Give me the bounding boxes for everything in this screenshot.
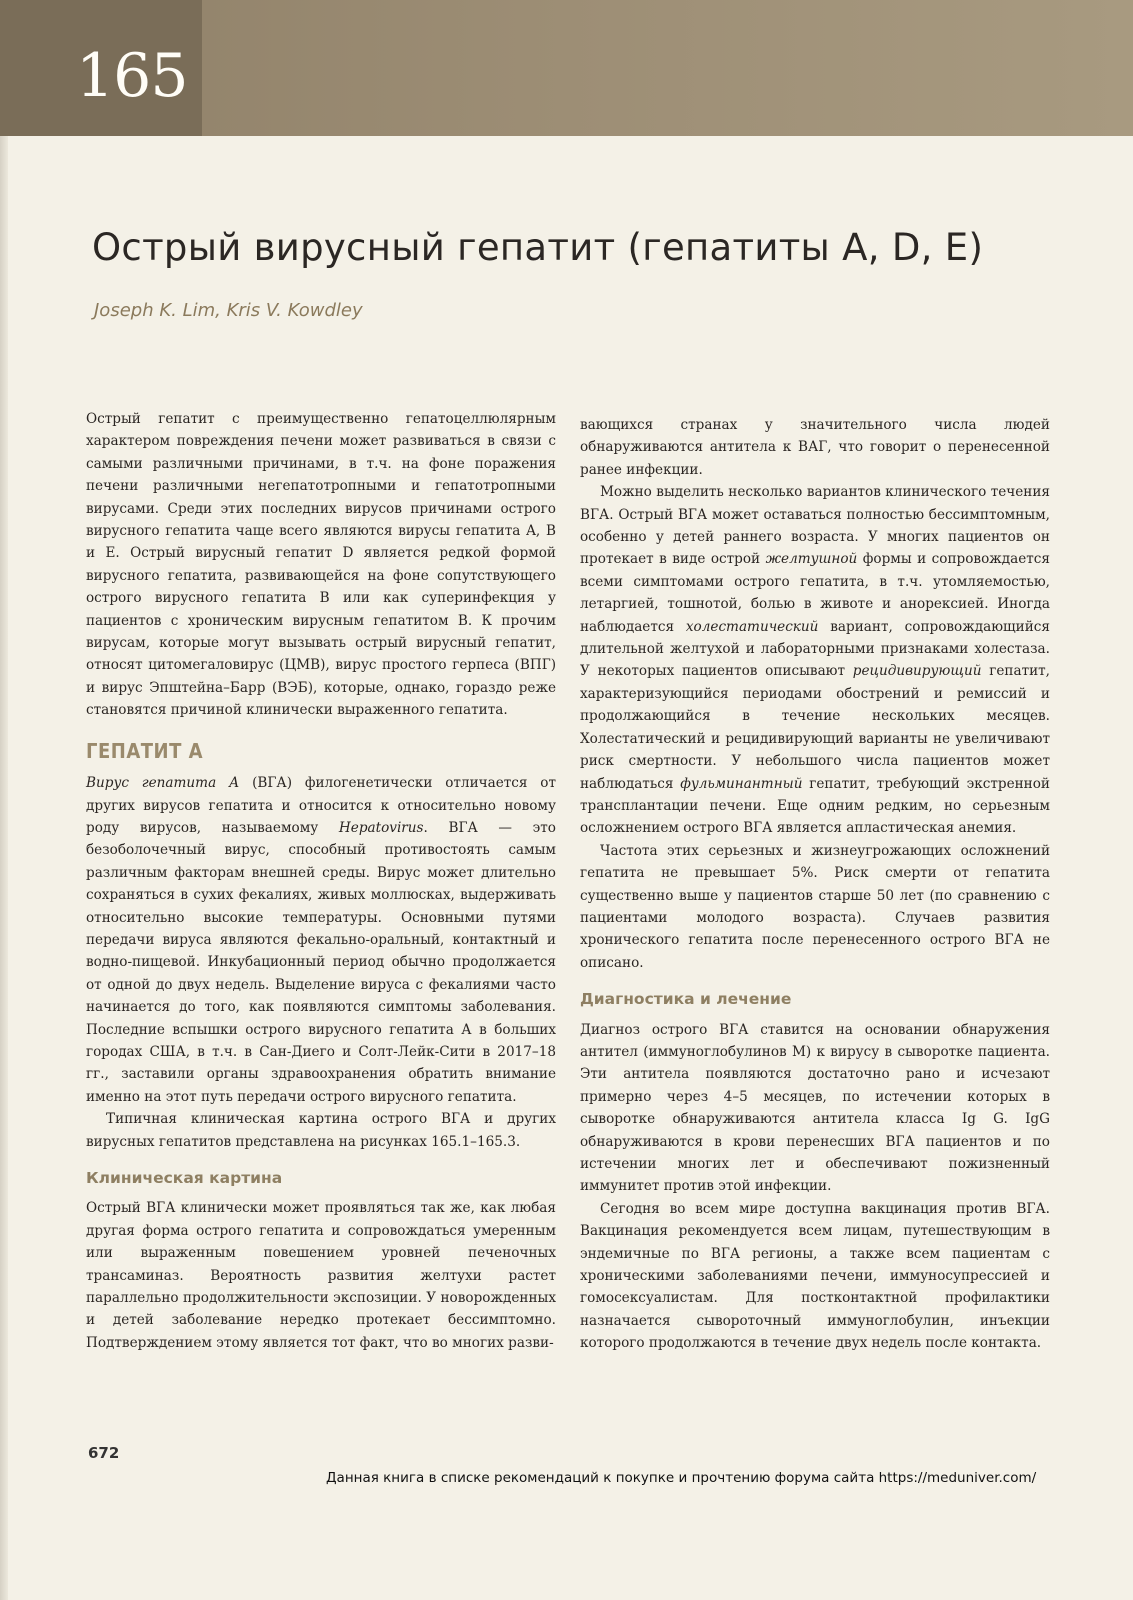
variants-em-2: холестатический — [685, 618, 819, 635]
variants-text-a: Можно выделить несколько вариантов клинического течения ВГА. Острый ВГА может оставаться полностью бессимптомным, особенно у детей раннего возраста. У многих пациентов он протекает в виде острой — [580, 484, 1050, 568]
intro-paragraph: Острый гепатит с преимущественно гепатоцеллюлярным характером повреждения печени может развиваться в связи с самыми различными причинами, в т.ч. на фоне поражения печени различными негепатотропными и гепатотропными вирусами. Среди этих последних вирусов причинами острого вирусного гепатита чаще всего являются вирусы гепатита A, B и E. Острый вирусный гепатит D является редкой формой вирусного гепатита, развивающейся на фоне сопутствующего острого вирусного гепатита B или как суперинфекция у пациентов с хроническим вирусным гепатитом B. К прочим вирусам, которые могут вызывать острый вирусный гепатит, относят цитомегаловирус (ЦМВ), вирус простого герпеса (ВПГ) и вирус Эпштейна–Барр (ВЭБ), которые, однако, гораздо реже становятся причиной клинически выраженного гепатита. — [86, 411, 556, 719]
section-heading-hepatitis-a: ГЕПАТИТ А — [86, 738, 204, 763]
diagnosis-paragraph: Диагноз острого ВГА ставится на основании обнаружения антител (иммуноглобулинов М) к вирусу в сыворотке пациента. Эти антитела появляются достаточно рано и исчезают примерно через 4–5 месяцев, по истечении которых в сыворотке обнаруживаются антитела класса Ig G. IgG обнаруживаются в крови перенесших ВГА пациентов и по истечении многих лет и обеспечивают пожизненный иммунитет против этой инфекции. — [580, 1021, 1050, 1195]
frequency-paragraph: Частота этих серьезных и жизнеугрожающих осложнений гепатита не превышает 5%. Риск смерти от гепатита существенно выше у пациентов старше 50 лет (по сравнению с пациентами молодого возраста). Случаев развития хронического гепатита после перенесенного острого ВГА не описано. — [580, 842, 1050, 971]
continued-paragraph: вающихся странах у значительного числа людей обнаруживаются антитела к ВАГ, что говорит о перенесенной ранее инфекции. — [580, 417, 1050, 478]
page-binding-edge — [0, 136, 8, 1600]
variants-em-1: желтушной — [765, 551, 858, 568]
variants-text-d: гепатит, характеризующийся периодами обострений и ремиссий и продолжающийся в течение нескольких месяцев. Холестатический и рецидивирующий варианты не увеличивают риск смертности. У небольшого числа пациентов может наблюдаться — [580, 663, 1050, 792]
vaccination-paragraph: Сегодня во всем мире доступна вакцинация против ВГА. Вакцинация рекомендуется всем лицам, путешествующим в эндемичные по ВГА регионы, а также всем пациентам с хроническими заболеваниями печени, иммуносупрессией и гомосексуалистам. Для постконтактной профилактики назначается сывороточный иммуноглобулин, инъекции которого продолжаются в течение двух недель после контакта. — [580, 1200, 1050, 1352]
subsection-heading-clinical: Клиническая картина — [86, 1169, 283, 1187]
variants-text-b: формы и сопровождается всеми симптомами острого гепатита, в т.ч. утомляемостью, летаргией, тошнотой, болью в животе и анорексией. Иногда наблюдается — [580, 551, 1050, 635]
variants-text-e: гепатит, требующий экстренной трансплантации печени. Еще одним редким, но серьезным осложнением острого ВГА является апластическая анемия. — [580, 775, 1050, 837]
page-number: 672 — [88, 1444, 120, 1462]
chapter-number-box — [0, 0, 202, 136]
hep-a-figures-paragraph: Типичная клиническая картина острого ВГА и других вирусных гепатитов представлена на рисунках 165.1–165.3. — [86, 1111, 556, 1150]
hep-a-genus: Hepatovirus — [338, 819, 424, 836]
footer-note: Данная книга в списке рекомендаций к покупке и прочтению форума сайта https://meduniver.com/ — [326, 1470, 1037, 1486]
hep-a-text-2: . ВГА — это безоболочечный вирус, способный противостоять самым различным факторам внешней среды. Вирус может длительно сохраняться в сухих фекалиях, живых моллюсках, выдерживать относительно высокие температуры. Основными путями передачи вируса являются фекально-оральный, контактный и водно-пищевой. Инкубационный период обычно продолжается от одной до двух недель. Выделение вируса с фекалиями часто начинается до того, как появляются симптомы заболевания. Последние вспышки острого вирусного гепатита А в больших городах США, в т.ч. в Сан-Диего и Солт-Лейк-Сити в 2017–18 гг., заставили органы здравоохранения обратить внимание именно на этот путь передачи острого вирусного гепатита. — [86, 819, 556, 1105]
chapter-title: Острый вирусный гепатит (гепатиты A, D, E) — [92, 226, 984, 269]
hep-a-paragraph — [86, 772, 556, 1108]
right-column — [580, 414, 1050, 1355]
chapter-number: 165 — [76, 41, 188, 111]
chapter-authors: Joseph K. Lim, Kris V. Kowdley — [94, 300, 363, 321]
variants-em-3: рецидивирующий — [852, 663, 982, 680]
hep-a-em: Вирус гепатита А — [86, 775, 240, 792]
variants-em-4: фульминантный — [680, 775, 803, 792]
variants-paragraph — [580, 481, 1050, 840]
variants-text-c: вариант, сопровождающийся длительной желтухой и лабораторными признаками холестаза. У некоторых пациентов описывают — [580, 618, 1050, 680]
hep-a-text-1: (ВГА) филогенетически отличается от других вирусов гепатита и относится к относительно новому роду вирусов, называемому — [86, 775, 556, 836]
subsection-heading-diagnosis: Диагностика и лечение — [580, 990, 792, 1009]
clinical-paragraph: Острый ВГА клинически может проявляться так же, как любая другая форма острого гепатита и сопровождаться умеренным или выраженным повешением уровней печеночных трансаминаз. Вероятность развития желтухи растет параллельно продолжительности экспозиции. У новорожденных и детей заболевание нередко протекает бессимптомно. Подтверждением этому является тот факт, что во многих разви- — [86, 1200, 556, 1351]
left-column — [86, 408, 556, 1354]
